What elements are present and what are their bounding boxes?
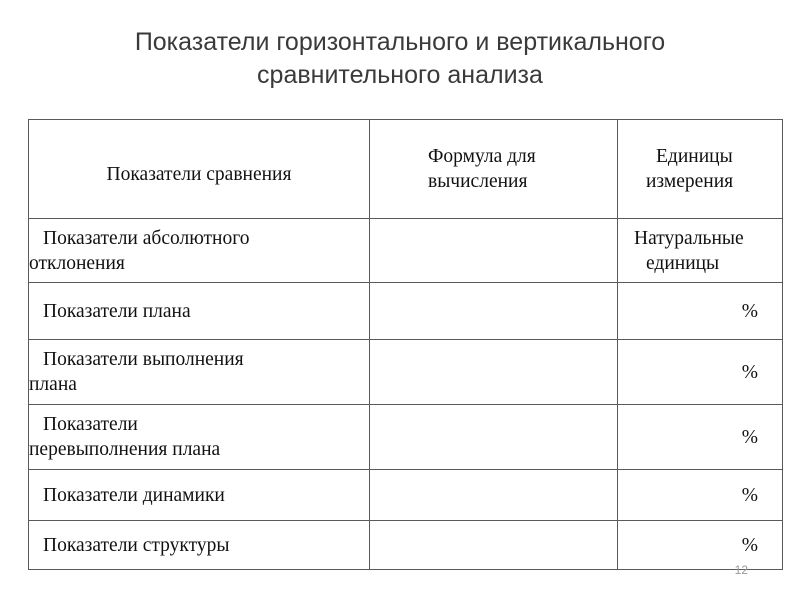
comparison-table bbox=[28, 119, 783, 570]
table-row bbox=[29, 283, 783, 340]
table-row bbox=[29, 340, 783, 405]
indicator-name-cell: Показатели выполнения плана bbox=[29, 340, 370, 405]
slide-title bbox=[60, 26, 740, 92]
slide-title-line-2: сравнительного анализа bbox=[257, 61, 543, 89]
header-units-line-2: измерения bbox=[646, 171, 734, 192]
formula-cell bbox=[370, 405, 618, 470]
table-row bbox=[29, 470, 783, 521]
header-formula-line-2: вычисления bbox=[428, 171, 528, 192]
unit-cell: % bbox=[618, 340, 783, 405]
unit-cell: % bbox=[618, 470, 783, 521]
unit-cell: Натуральные единицы bbox=[618, 219, 783, 283]
indicator-name-cell: Показатели структуры bbox=[29, 521, 370, 570]
formula-cell bbox=[370, 283, 618, 340]
indicator-name-cell: Показатели динамики bbox=[29, 470, 370, 521]
unit-cell: % bbox=[618, 405, 783, 470]
header-comparison-indicators: Показатели сравнения bbox=[29, 120, 370, 219]
table-row bbox=[29, 405, 783, 470]
indicator-name-cell: Показатели перевыполнения плана bbox=[29, 405, 370, 470]
indicator-name-cell: Показатели плана bbox=[29, 283, 370, 340]
formula-cell bbox=[370, 219, 618, 283]
formula-cell bbox=[370, 340, 618, 405]
header-formula-line-1: Формула для bbox=[428, 146, 536, 167]
formula-cell bbox=[370, 470, 618, 521]
slide-title-line-1: Показатели горизонтального и вертикального bbox=[134, 28, 666, 56]
table-row bbox=[29, 219, 783, 283]
header-units-line-1: Единицы bbox=[656, 146, 733, 167]
page-number: 12 bbox=[734, 563, 748, 577]
header-units bbox=[618, 120, 783, 219]
header-formula bbox=[370, 120, 618, 219]
table-header-row bbox=[29, 120, 783, 219]
formula-cell bbox=[370, 521, 618, 570]
unit-cell: % bbox=[618, 283, 783, 340]
table-row bbox=[29, 521, 783, 570]
unit-cell: % bbox=[618, 521, 783, 570]
indicator-name-cell: Показатели абсолютного отклонения bbox=[29, 219, 370, 283]
